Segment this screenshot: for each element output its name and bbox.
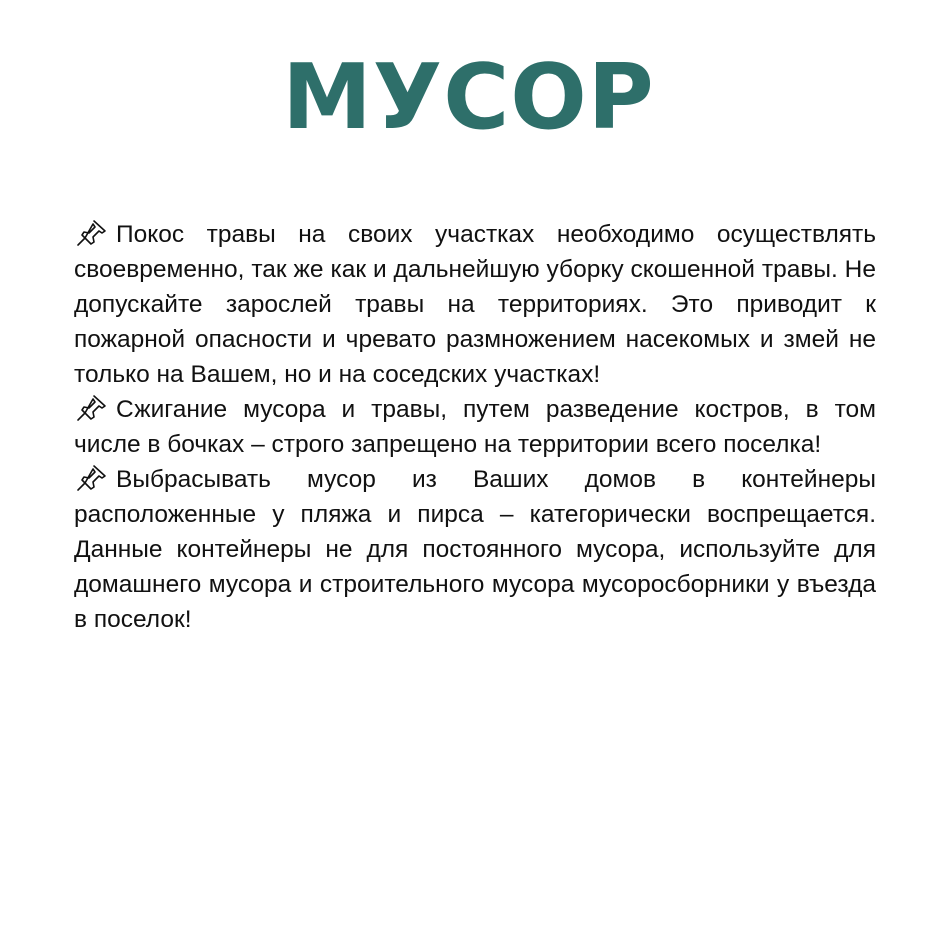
paragraph-text: Сжигание мусора и травы, путем разведение костров, в том числе в бочках – строго запрещено на территории всего поселка! xyxy=(74,396,876,458)
pushpin-icon xyxy=(74,218,108,248)
pushpin-icon xyxy=(74,463,108,493)
notice-paragraph-1 xyxy=(74,217,876,392)
notice-paragraph-3 xyxy=(74,462,876,637)
paragraph-text: Выбрасывать мусор из Ваших домов в контейнеры расположенные у пляжа и пирса – категорически воспрещается. Данные контейнеры не для постоянного мусора, используйте для домашнего мусора и строительного мусора мусоросборники у въезда в поселок! xyxy=(74,466,876,633)
pushpin-icon xyxy=(74,393,108,423)
notice-body xyxy=(74,217,876,637)
notice-paragraph-2 xyxy=(74,392,876,462)
page-title: МУСОР xyxy=(282,45,655,150)
paragraph-text: Покос травы на своих участках необходимо осуществлять своевременно, так же как и дальнейшую уборку скошенной травы. Не допускайте зарослей травы на территориях. Это приводит к пожарной опасности и чревато размножением насекомых и змей не только на Вашем, но и на соседских участках! xyxy=(74,221,876,388)
